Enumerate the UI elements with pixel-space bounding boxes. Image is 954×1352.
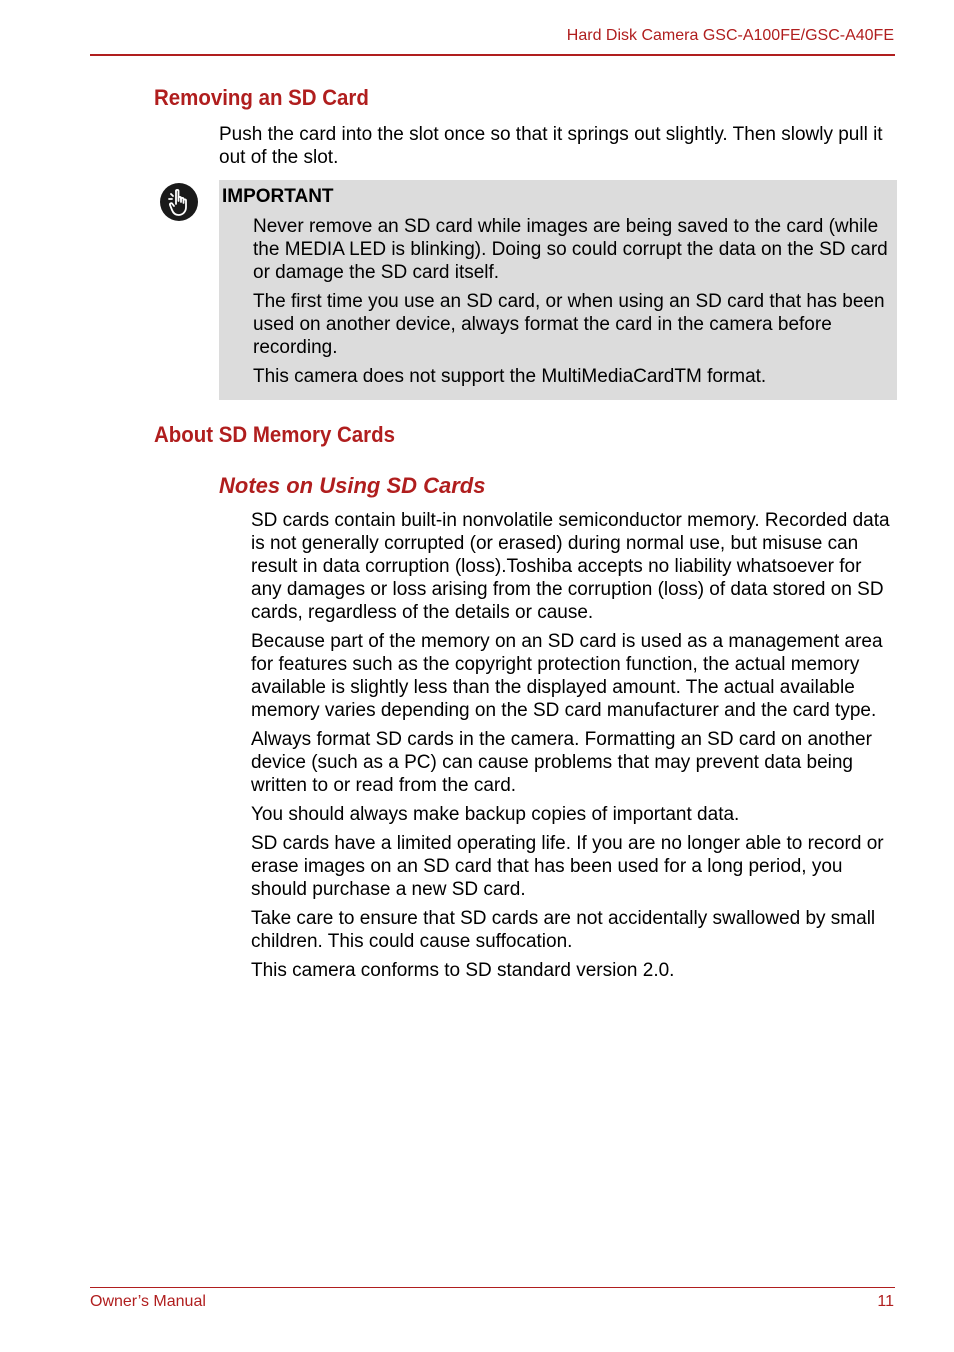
important-paragraph: The first time you use an SD card, or when using an SD card that has been used on another device, always format the card in the camera before recording.	[253, 291, 885, 358]
important-paragraph: Never remove an SD card while images are being saved to the card (while the MEDIA LED is blinking). Doing so could corrupt the data on the SD card or damage the SD card itself.	[253, 216, 888, 283]
pointing-hand-icon	[159, 182, 199, 222]
footer-divider	[90, 1287, 895, 1288]
important-paragraph: This camera does not support the MultiMediaCardTM format.	[253, 366, 767, 387]
footer-manual-title: Owner’s Manual	[90, 1293, 206, 1310]
heading-about-sd-memory-cards: About SD Memory Cards	[154, 422, 396, 447]
page-number: 11	[877, 1293, 894, 1310]
note-paragraph: You should always make backup copies of important data.	[251, 804, 740, 825]
heading-removing-sd-card: Removing an SD Card	[154, 85, 369, 110]
important-label: IMPORTANT	[222, 186, 334, 207]
header-divider	[90, 54, 895, 56]
important-paragraphs	[253, 215, 889, 394]
important-notice-box	[219, 180, 897, 400]
note-paragraph: This camera conforms to SD standard version 2.0.	[251, 960, 675, 981]
notes-paragraphs	[251, 509, 896, 988]
removing-sd-card-instructions: Push the card into the slot once so that it springs out slightly. Then slowly pull it out of the slot.	[219, 124, 883, 168]
note-paragraph: Because part of the memory on an SD card is used as a management area for features such as the copyright protection function, the actual memory available is slightly less than the displayed amount. The actual available memory varies depending on the SD card manufacturer and the card type.	[251, 631, 883, 721]
running-header-title: Hard Disk Camera GSC-A100FE/GSC-A40FE	[566, 27, 894, 44]
heading-notes-on-using-sd-cards: Notes on Using SD Cards	[219, 473, 486, 498]
note-paragraph: SD cards contain built-in nonvolatile semiconductor memory. Recorded data is not generally corrupted (or erased) during normal use, but misuse can result in data corruption (loss).Toshiba accepts no liability whatsoever for any damages or loss arising from the corruption (loss) of data stored on SD cards, regardless of the details or cause.	[251, 510, 890, 623]
note-paragraph: Take care to ensure that SD cards are not accidentally swallowed by small children. This could cause suffocation.	[251, 908, 876, 952]
note-paragraph: SD cards have a limited operating life. If you are no longer able to record or erase images on an SD card that has been used for a long period, you should purchase a new SD card.	[251, 833, 884, 900]
note-paragraph: Always format SD cards in the camera. Formatting an SD card on another device (such as a PC) can cause problems that may prevent data being written to or read from the card.	[251, 729, 872, 796]
